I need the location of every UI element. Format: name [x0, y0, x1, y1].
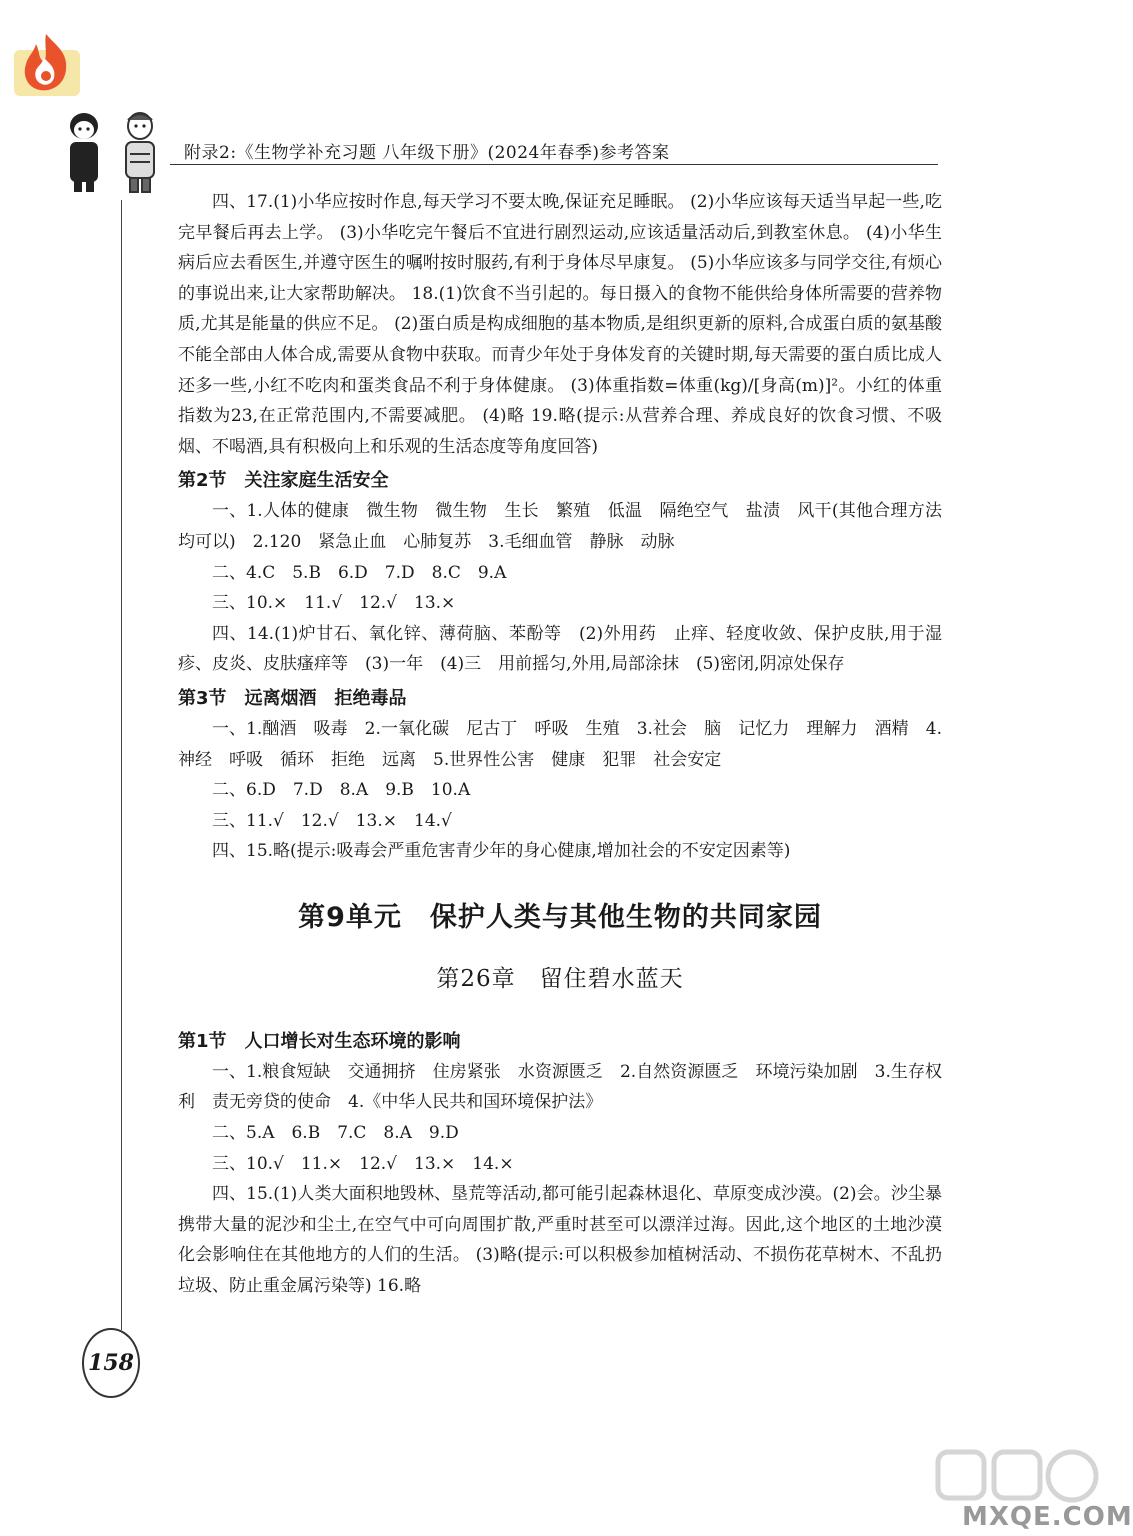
watermark-text: MXQE.COM — [962, 1502, 1133, 1532]
paragraph: 二、6.D 7.D 8.A 9.B 10.A — [212, 780, 471, 801]
page-header: 附录2:《生物学补充习题 八年级下册》(2024年春季)参考答案 — [184, 143, 670, 163]
unit-title: 第9单元 保护人类与其他生物的共同家园 — [298, 901, 822, 933]
section-heading: 第1节 人口增长对生态环境的影响 — [178, 1030, 461, 1052]
paragraph: 一、1.酗酒 吸毒 2.一氧化碳 尼古丁 呼吸 生殖 3.社会 脑 记忆力 理解力 酒精 4.神经 呼吸 循环 拒绝 远离 5.世界性公害 健康 犯罪 社会安定 — [178, 718, 942, 770]
page-number: 158 — [82, 1328, 140, 1398]
paragraph: 二、5.A 6.B 7.C 8.A 9.D — [212, 1123, 459, 1144]
chapter-title: 第26章 留住碧水蓝天 — [436, 965, 684, 992]
paragraph: 四、14.(1)炉甘石、氧化锌、薄荷脑、苯酚等 (2)外用药 止痒、轻度收敛、保护皮肤,用于湿疹、皮炎、皮肤瘙痒等 (3)一年 (4)三 用前摇匀,外用,局部涂抹 (5)密闭,阴凉处保存 — [178, 623, 942, 675]
section-heading: 第3节 远离烟酒 拒绝毒品 — [178, 687, 407, 709]
paragraph: 一、1.人体的健康 微生物 微生物 生长 繁殖 低温 隔绝空气 盐渍 风干(其他合理方法均可以) 2.120 紧急止血 心肺复苏 3.毛细血管 静脉 动脉 — [178, 501, 942, 552]
students-illustration — [56, 108, 172, 192]
paragraph: 三、10.× 11.√ 12.√ 13.× — [212, 593, 456, 614]
margin-rule — [121, 200, 122, 1330]
paragraph: 三、11.√ 12.√ 13.× 14.√ — [212, 810, 452, 831]
header-rule — [170, 164, 938, 165]
paragraph: 一、1.粮食短缺 交通拥挤 住房紧张 水资源匮乏 2.自然资源匮乏 环境污染加剧 3.生存权利 责无旁贷的使命 4.《中华人民共和国环境保护法》 — [178, 1061, 942, 1113]
paragraph: 三、10.√ 11.× 12.√ 13.× 14.× — [212, 1153, 514, 1174]
section-heading: 第2节 关注家庭生活安全 — [178, 470, 389, 492]
paragraph: 四、17.(1)小华应按时作息,每天学习不要太晚,保证充足睡眠。 (2)小华应该每天适当早起一些,吃完早餐后再去上学。 (3)小华吃完午餐后不宜进行剧烈运动,应该适量活动后,到教室休息。 (4)小华生病后应去看医生,并遵守医生的嘱咐按时服药,有利于身体尽早康复。 (5)小华应该多与同学交往,有烦心的事说出来,让大家帮助解决。 18.(1)饮食不当引起的。每日摄入的食物不能供给身体所需要的营养物质,尤其是能量的供应不足。 (2)蛋白质是构成细胞的基本物质,是组织更新的原料,合成蛋白质的氨基酸不能全部由人体合成,需要从食物中获取。而青少年处于身体发育的关键时期,每天需要的蛋白质比成人还多一些,小红不吃肉和蛋类食品不利于身体健康。 (3)体重指数=体重(kg)/[身高(m)]²。小红的体重指数为23,在正常范围内,不需要减肥。 (4)略 19.略(提示:从营养合理、养成良好的饮食习惯、不吸烟、不喝酒,具有积极向上和乐观的生活态度等角度回答) — [178, 192, 942, 457]
flame-logo — [10, 28, 82, 98]
paragraph: 二、4.C 5.B 6.D 7.D 8.C 9.A — [212, 562, 507, 583]
answer-content — [178, 187, 942, 1302]
paragraph: 四、15.(1)人类大面积地毁林、垦荒等活动,都可能引起森林退化、草原变成沙漠。(2)会。沙尘暴携带大量的泥沙和尘土,在空气中可向周围扩散,严重时甚至可以漂洋过海。因此,这个地区的土地沙漠化会影响住在其他地方的人们的生活。 (3)略(提示:可以积极参加植树活动、不损伤花草树木、不乱扔垃圾、防止重金属污染等) 16.略 — [178, 1184, 942, 1297]
paragraph: 四、15.略(提示:吸毒会严重危害青少年的身心健康,增加社会的不安定因素等) — [212, 841, 791, 862]
